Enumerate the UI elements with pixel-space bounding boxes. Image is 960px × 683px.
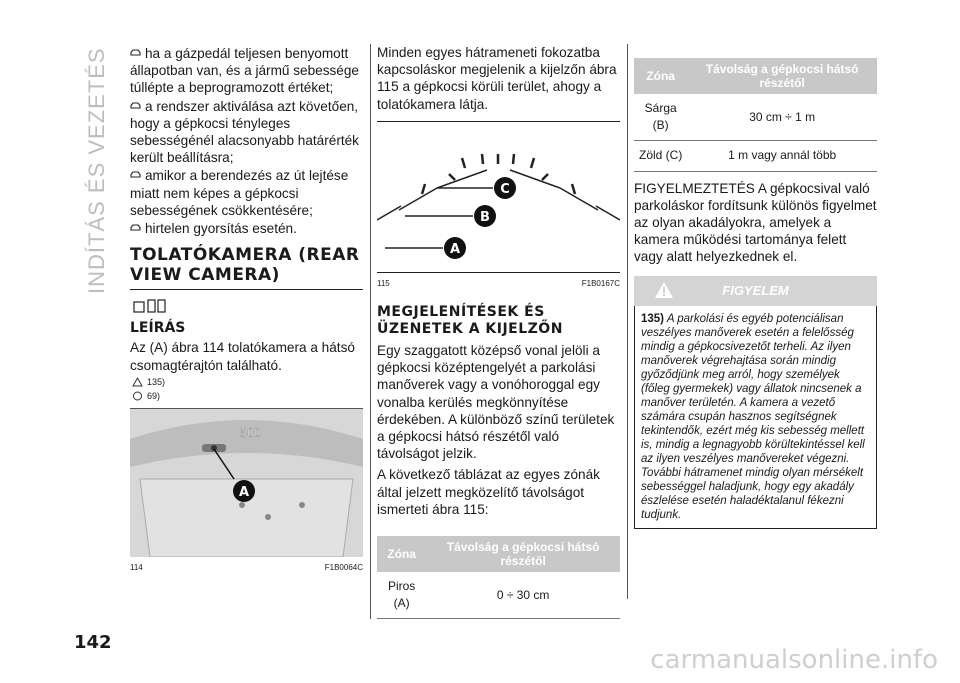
car-bullet-icon xyxy=(130,97,141,105)
table-row xyxy=(377,572,620,619)
table-cell: 1 m vagy annál több xyxy=(687,141,877,171)
warning-triangle-icon xyxy=(654,281,674,299)
section-heading: TOLATÓKAMERA (REAR VIEW CAMERA) xyxy=(130,245,360,286)
bullet-item xyxy=(130,44,363,97)
figure-115-camera-view xyxy=(377,130,620,272)
distance-table xyxy=(377,536,620,619)
car-bullet-icon xyxy=(130,219,141,227)
figure-caption xyxy=(377,275,620,292)
warning-number: 135) xyxy=(641,312,665,325)
bullet-item xyxy=(130,219,363,237)
table-cell: 0 ÷ 30 cm xyxy=(426,572,620,619)
bullet-text: hirtelen gyorsítás esetén. xyxy=(145,221,297,237)
car-bullet-icon xyxy=(130,166,141,174)
zone-label-c: C xyxy=(500,181,510,197)
table-header: Távolság a gépkocsi hátsó részétől xyxy=(687,58,877,94)
column-2 xyxy=(377,44,620,619)
heading-rule xyxy=(130,289,363,290)
warning-body xyxy=(634,306,877,529)
figure-caption xyxy=(130,559,363,576)
figure-top-rule xyxy=(377,121,620,122)
column-separator xyxy=(627,44,628,599)
paragraph: Minden egyes hátrameneti fokozatba kapcsoláskor megjelenik a kijelzőn ábra 115 a gépkocsi körüli terület, ahogy a tolatókamera látja. xyxy=(377,45,617,112)
note-ref xyxy=(132,390,363,402)
bullet-text: amikor a berendezés az út lejtése miatt nem képes a gépkocsi sebességének csökkentésére; xyxy=(130,168,349,218)
warning-triangle-icon xyxy=(132,377,143,387)
figure-number: 115 xyxy=(377,278,390,288)
side-title-text: INDÍTÁS ÉS VEZETÉS xyxy=(84,47,109,294)
paragraph: FIGYELMEZTETÉS A gépkocsival való parkoláskor fordítsunk különös figyelmet az olyan akadályokra, amelyek a kamera működési tartománya felett vagy alatt helyezkednek el. xyxy=(634,180,877,265)
table-header: Távolság a gépkocsi hátsó részétől xyxy=(426,536,620,572)
paragraph: Egy szaggatott középső vonal jelöli a gépkocsi középtengelyét a parkolási manőverek vagy a vonóhoroggal egy vonalba kerülés megkönnyítése érdekében. A különböző színű területek a gépkocsi hátsó részétől való távolságot jelzik. xyxy=(377,343,615,462)
zone-label-a: A xyxy=(449,241,461,257)
car-bullet-icon xyxy=(130,44,141,52)
figure-code: F1B0064C xyxy=(324,562,363,572)
bullet-text: a rendszer aktiválása azt követően, hogy a gépkocsi tényleges sebességénél alacsonyabb határérték került beállításra; xyxy=(130,98,359,166)
note-number: 69) xyxy=(147,390,161,401)
table-row xyxy=(634,141,877,171)
paragraph: Az (A) ábra 114 tolatókamera a hátsó csomagtérajtón található. xyxy=(130,340,355,373)
warning-header xyxy=(634,276,877,306)
section-heading: MEGJELENÍTÉSEK ÉS ÜZENETEK A KIJELZŐN xyxy=(377,304,563,338)
note-ref xyxy=(132,376,363,388)
subheading: LEÍRÁS xyxy=(130,320,186,337)
table-header: Zóna xyxy=(377,536,426,572)
warning-title: FIGYELEM xyxy=(722,283,789,299)
figure-114-rear-camera xyxy=(130,408,363,557)
column-separator xyxy=(370,44,371,619)
svg-text:500: 500 xyxy=(240,425,261,441)
figure-number: 114 xyxy=(130,562,143,572)
table-cell: 30 cm ÷ 1 m xyxy=(687,94,877,141)
watermark: carmanualsonline.info xyxy=(650,645,938,675)
fuel-type-icon xyxy=(132,298,363,318)
paragraph: A következő táblázat az egyes zónák által jelzett megközelítő távolságot ismerteti ábra 115: xyxy=(377,467,600,517)
zone-label-b: B xyxy=(480,209,490,225)
table-cell: Piros (A) xyxy=(377,572,426,619)
page-number: 142 xyxy=(74,632,112,653)
section-side-title xyxy=(82,44,112,294)
column-1 xyxy=(130,44,363,576)
bullet-text: ha a gázpedál teljesen benyomott állapotban van, és a jármű sebessége túllépte a beprogramozott értéket; xyxy=(130,46,359,96)
distance-table xyxy=(634,58,877,172)
table-header: Zóna xyxy=(634,58,687,94)
bullet-item xyxy=(130,97,363,167)
table-row xyxy=(634,94,877,141)
environment-icon xyxy=(132,391,143,401)
figure-code: F1B0167C xyxy=(581,278,620,288)
table-cell: Sárga (B) xyxy=(634,94,687,141)
column-3 xyxy=(634,58,877,529)
table-cell: Zöld (C) xyxy=(634,141,687,171)
warning-text: A parkolási és egyéb potenciálisan veszélyes manőverek esetén a felelősség mindig a gépkocsivezetőt terheli. Az ilyen manőverek végrehajtása során mindig győződjünk meg arról, hogy személyek (főleg gyermekek) vagy állatok nincsenek a manőver területén. A kamera a vezető számára csupán hasznos segítségnek tekintendők, ezért még kis sebesség mellett is, mindig a legnagyobb körültekintéssel kell az ilyen veszélyes manővereket végezni. További hátramenet mindig olyan mérsékelt sebességgel haladjunk, hogy egy akadály észlelése esetén haladéktalanul fékezni tudjunk. xyxy=(641,312,865,521)
bullet-item xyxy=(130,166,363,219)
note-number: 135) xyxy=(147,376,166,387)
figure-label: A xyxy=(238,484,250,500)
